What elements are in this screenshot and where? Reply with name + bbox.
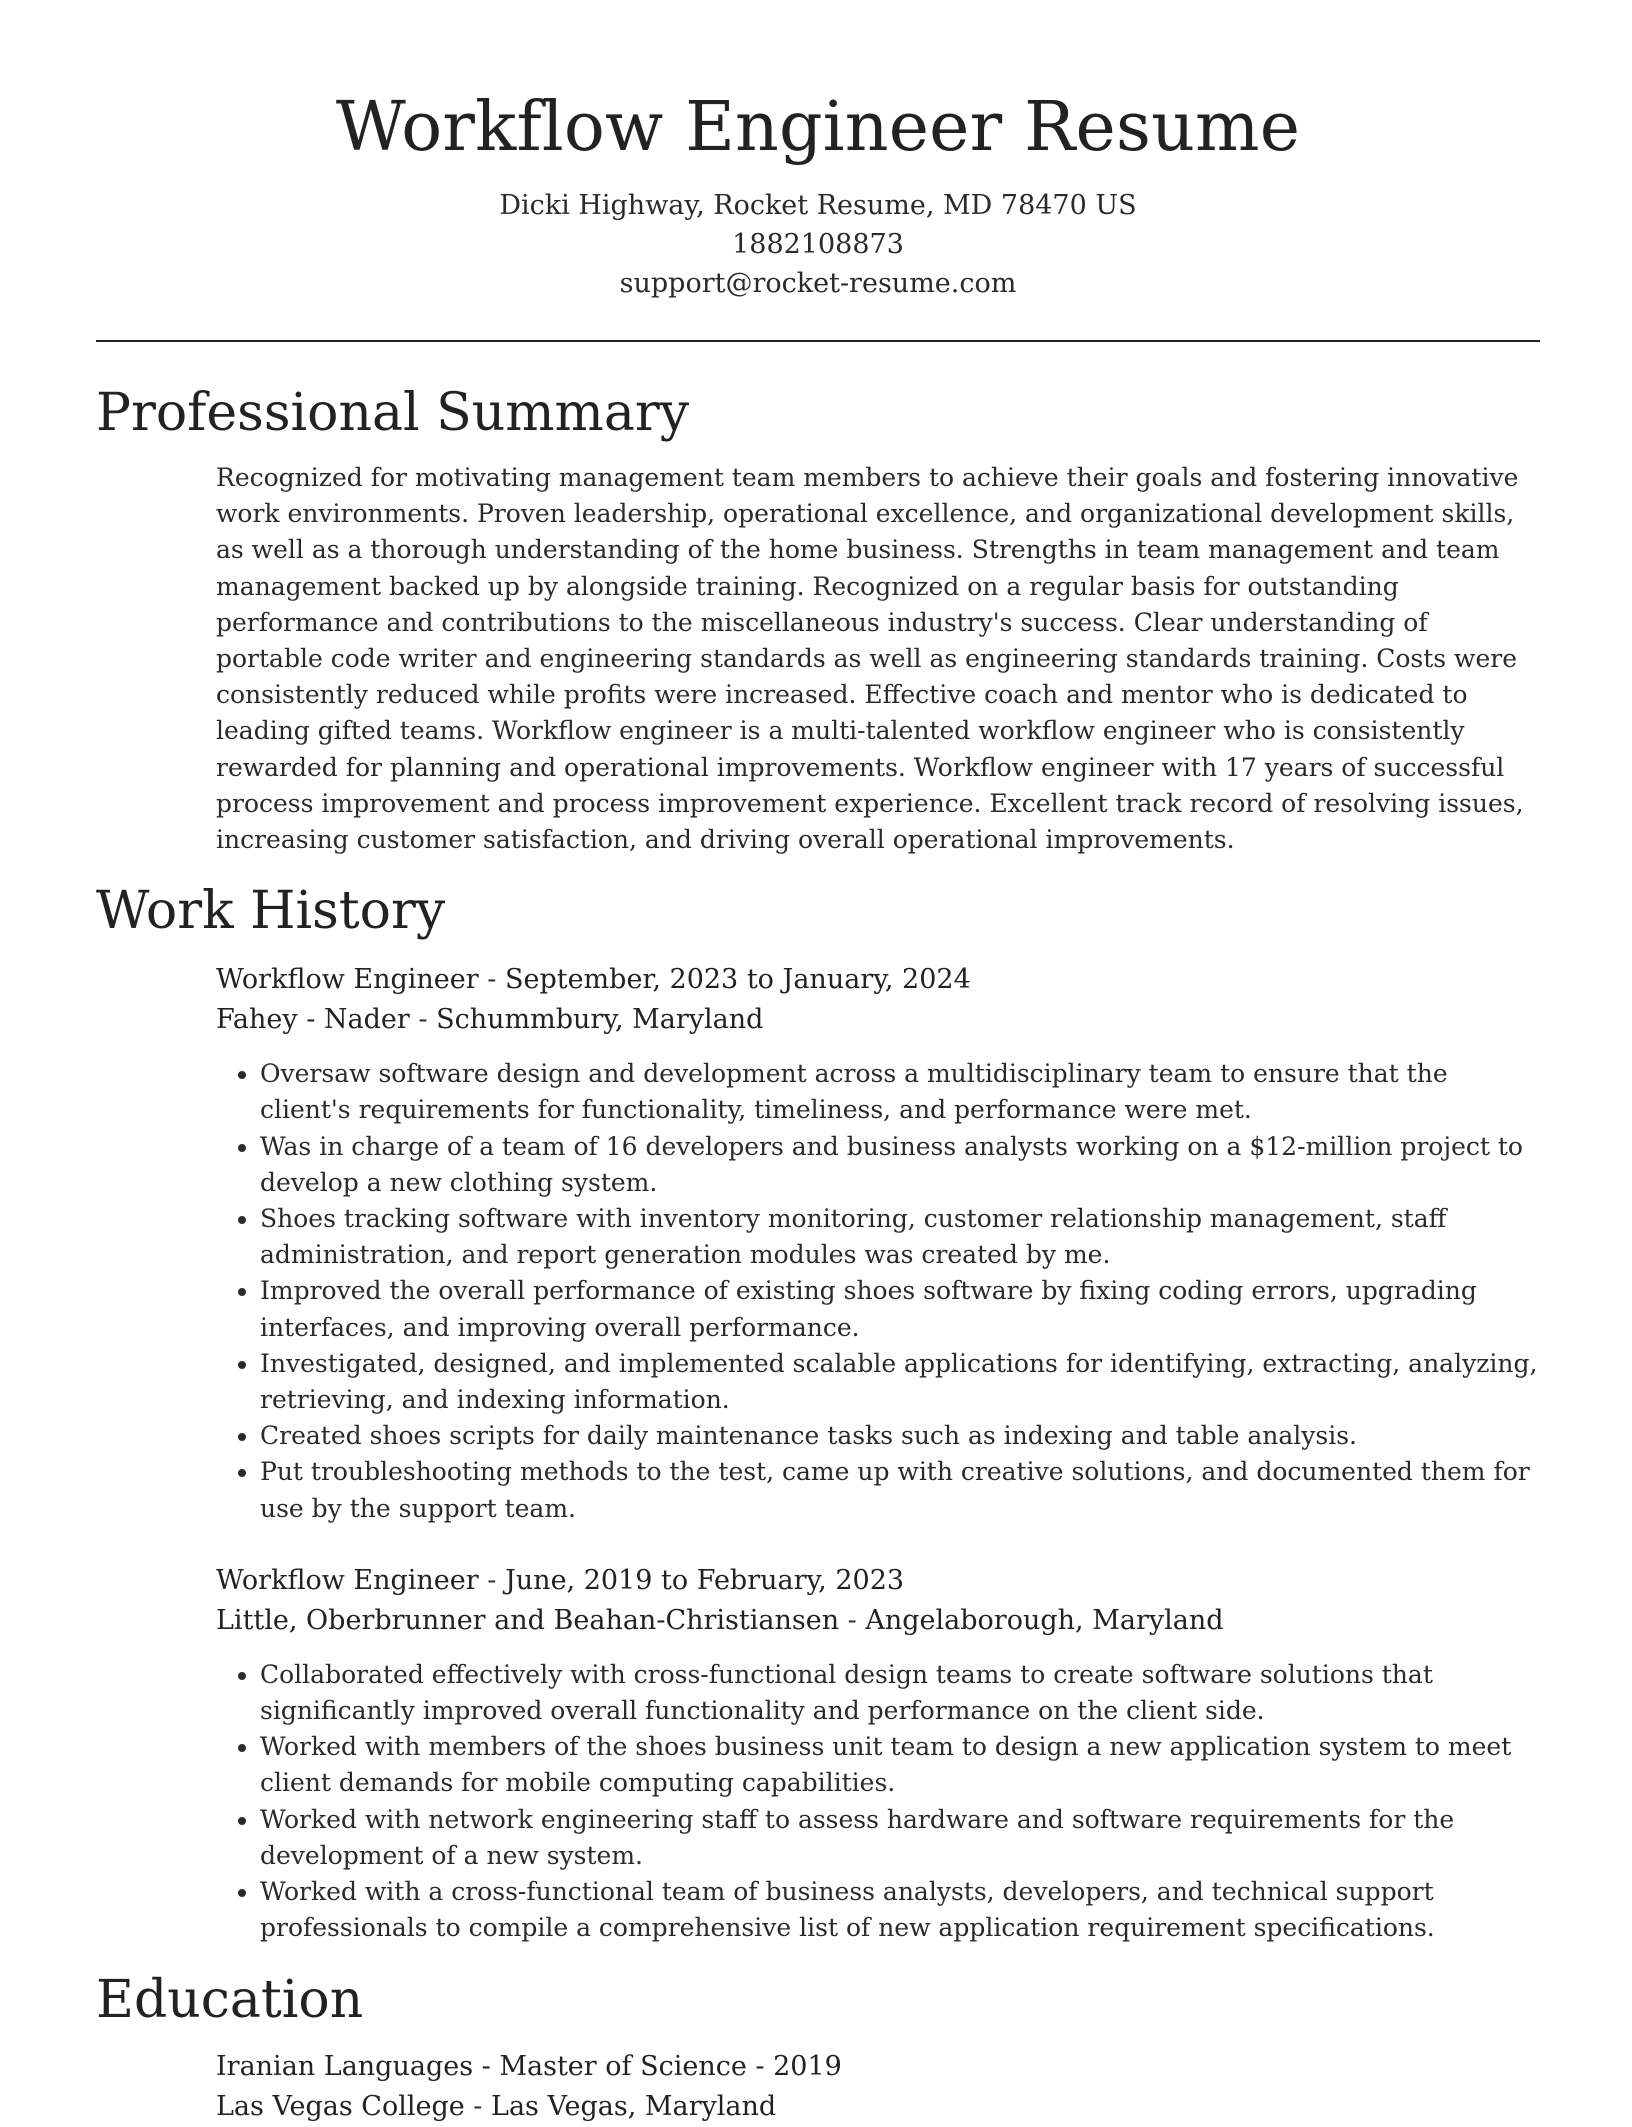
resume-header	[96, 0, 1540, 303]
job-bullets	[216, 1056, 1540, 1527]
job-location: Schummbury, Maryland	[436, 1004, 764, 1036]
bullet-item: • Worked with network engineering staff to assess hardware and software requirements for the development of a new system.	[260, 1802, 1540, 1874]
job-company-line	[216, 1000, 1540, 1040]
header-divider	[96, 340, 1540, 342]
job-title: Workflow Engineer	[216, 964, 479, 996]
bullet-item: • Worked with members of the shoes business unit team to design a new application system to meet client demands for mobile computing capabilities.	[260, 1729, 1540, 1801]
work-history-heading: Work History	[96, 881, 446, 942]
separator: -	[478, 1564, 505, 1596]
job-company: Little, Oberbrunner and Beahan-Christiansen	[216, 1604, 840, 1636]
job-company-line	[216, 1601, 1540, 1641]
job-dates: June, 2019 to February, 2023	[504, 1564, 905, 1596]
email-text: support@rocket-resume.com	[619, 268, 1017, 299]
job-location: Angelaborough, Maryland	[865, 1604, 1224, 1636]
job-title-line	[216, 1561, 1540, 1601]
bullet-item: • Investigated, designed, and implemented scalable applications for identifying, extracting, analyzing, retrieving, and indexing information.	[260, 1346, 1540, 1418]
bullet-item: • Shoes tracking software with inventory monitoring, customer relationship management, staff administration, and report generation modules was created by me.	[260, 1201, 1540, 1273]
separator: -	[409, 1004, 437, 1036]
summary-paragraph: Recognized for motivating management team members to achieve their goals and fostering innovative work environments. Proven leadership, operational excellence, and organizational development skills, as well as a thorough understanding of the home business. Strengths in team management and team management backed up by alongside training. Recognized on a regular basis for outstanding performance and contributions to the miscellaneous industry's success. Clear understanding of portable code writer and engineering standards as well as engineering standards training. Costs were consistently reduced while profits were increased. Effective coach and mentor who is dedicated to leading gifted teams. Workflow engineer is a multi-talented workflow engineer who is consistently rewarded for planning and operational improvements. Workflow engineer with 17 years of successful process improvement and process improvement experience. Excellent track record of resolving issues, increasing customer satisfaction, and driving overall operational improvements.	[216, 463, 1524, 855]
job-title: Workflow Engineer	[216, 1564, 479, 1596]
phone-text: 1882108873	[732, 229, 904, 260]
professional-summary-section	[96, 380, 1540, 858]
bullet-item: • Oversaw software design and development across a multidisciplinary team to ensure that the client's requirements for functionality, timeliness, and performance were met.	[260, 1056, 1540, 1128]
contact-info	[96, 186, 1540, 303]
separator: -	[464, 2090, 492, 2122]
work-history-section	[96, 878, 1540, 1946]
address-text: Dicki Highway, Rocket Resume, MD 78470 US	[499, 190, 1137, 221]
job-title-line	[216, 960, 1540, 1000]
education-entry	[216, 2047, 1540, 2127]
bullet-item: • Put troubleshooting methods to the test, came up with creative solutions, and documented them for use by the support team.	[260, 1454, 1540, 1526]
bullet-item: • Improved the overall performance of existing shoes software by fixing coding errors, upgrading interfaces, and improving overall performance.	[260, 1273, 1540, 1345]
job-company: Fahey - Nader	[216, 1004, 410, 1036]
jobs-list	[216, 960, 1540, 1946]
resume-page	[96, 0, 1540, 2127]
school-name: Las Vegas College	[216, 2090, 465, 2122]
job-entry	[216, 960, 1540, 1527]
job-dates: September, 2023 to January, 2024	[504, 964, 971, 996]
job-bullets	[216, 1657, 1540, 1947]
school-location: Las Vegas, Maryland	[491, 2090, 777, 2122]
bullet-item: • Worked with a cross-functional team of business analysts, developers, and technical support professionals to compile a comprehensive list of new application requirement specifications.	[260, 1874, 1540, 1946]
page-title: Workflow Engineer Resume	[335, 88, 1301, 167]
summary-heading: Professional Summary	[96, 383, 690, 443]
bullet-item: • Was in charge of a team of 16 developers and business analysts working on a $12-million project to develop a new clothing system.	[260, 1129, 1540, 1201]
education-section	[96, 1967, 1540, 2127]
school-line	[216, 2087, 1540, 2127]
job-entry	[216, 1561, 1540, 1947]
education-heading: Education	[96, 1969, 364, 2030]
bullet-item: • Collaborated effectively with cross-functional design teams to create software solutions that significantly improved overall functionality and performance on the client side.	[260, 1657, 1540, 1729]
bullet-item: • Created shoes scripts for daily maintenance tasks such as indexing and table analysis.	[260, 1418, 1540, 1454]
separator: -	[478, 964, 505, 996]
degree-line: Iranian Languages - Master of Science - 2019	[216, 2050, 842, 2082]
separator: -	[839, 1604, 866, 1636]
